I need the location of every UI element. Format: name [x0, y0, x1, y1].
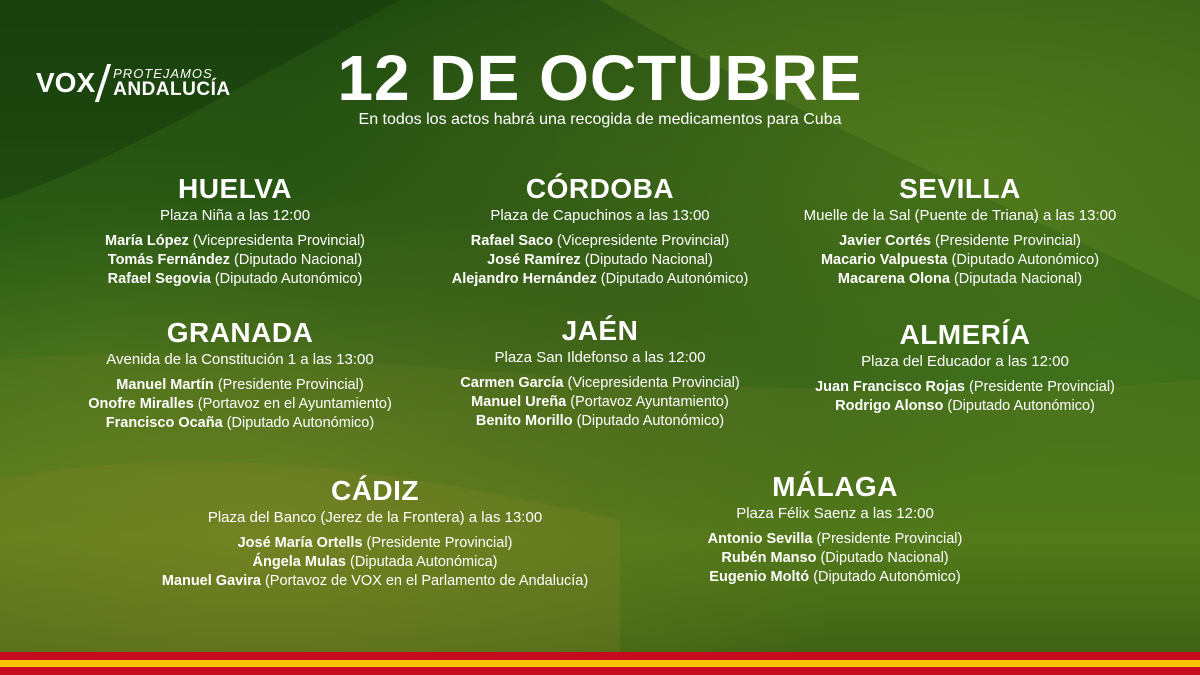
- event-city: GRANADA: [166, 317, 314, 348]
- person-role: (Diputada Autonómica): [350, 554, 498, 570]
- person-role: (Vicepresidenta Provincial): [192, 233, 366, 249]
- person-role: (Diputado Autonómico): [226, 415, 375, 431]
- event-person: [60, 232, 410, 251]
- event-city: SEVILLA: [899, 173, 1021, 204]
- person-role: (Diputado Nacional): [584, 252, 713, 268]
- event-almeria: [780, 318, 1150, 416]
- person-name: Rubén Manso: [721, 550, 817, 566]
- person-name: José Ramírez: [487, 252, 581, 268]
- person-role: (Diputado Autonómico): [576, 413, 725, 429]
- event-person: [100, 553, 650, 572]
- event-person: [410, 232, 790, 251]
- person-name: Carmen García: [460, 375, 564, 391]
- person-role: (Vicepresidenta Provincial): [567, 375, 740, 391]
- event-city: ALMERÍA: [899, 319, 1031, 350]
- event-city: MÁLAGA: [772, 471, 898, 502]
- person-role: (Diputado Autonómico): [947, 398, 1095, 414]
- page-subtitle: En todos los actos habrá una recogida de medicamentos para Cuba: [358, 111, 842, 128]
- event-person: [420, 374, 780, 393]
- person-name: Manuel Martín: [116, 377, 214, 393]
- person-role: (Diputada Nacional): [953, 271, 1083, 287]
- event-person: [60, 251, 410, 270]
- event-person: [40, 395, 440, 414]
- person-name: Rodrigo Alonso: [835, 398, 944, 414]
- person-role: (Diputado Autonómico): [214, 271, 363, 287]
- person-name: María López: [104, 233, 189, 249]
- event-venue: Plaza Niña a las 12:00: [159, 207, 311, 224]
- event-person: [780, 397, 1150, 416]
- person-name: Benito Morillo: [475, 413, 573, 429]
- event-person: [410, 251, 790, 270]
- event-person: [40, 376, 440, 395]
- logo-slogan: [113, 67, 230, 99]
- person-role: (Diputado Autonómico): [600, 271, 749, 287]
- person-name: Rafael Saco: [470, 233, 553, 249]
- event-city: JAÉN: [561, 315, 639, 346]
- person-name: Francisco Ocaña: [105, 415, 223, 431]
- person-name: Rafael Segovia: [107, 271, 211, 287]
- event-venue: Plaza del Banco (Jerez de la Frontera) a las 13:00: [207, 509, 543, 526]
- person-name: José María Ortells: [237, 535, 363, 551]
- event-person: [660, 568, 1010, 587]
- person-role: (Diputado Nacional): [234, 252, 363, 268]
- person-role: (Diputado Nacional): [820, 550, 949, 566]
- event-venue: Plaza de Capuchinos a las 13:00: [490, 207, 710, 224]
- logo-brand: VOX: [36, 67, 96, 98]
- person-role: (Presidente Provincial): [366, 535, 513, 551]
- person-name: Ángela Mulas: [252, 554, 346, 570]
- person-name: Macarena Olona: [837, 271, 950, 287]
- event-city: HUELVA: [178, 173, 292, 204]
- person-role: (Presidente Provincial): [935, 233, 1081, 249]
- event-city: CÓRDOBA: [525, 173, 675, 204]
- event-person: [60, 270, 410, 289]
- logo-slogan-line1: PROTEJAMOS: [113, 66, 213, 81]
- event-person: [770, 270, 1150, 289]
- flag-stripe-yellow: [0, 660, 1200, 667]
- person-name: Macario Valpuesta: [820, 252, 948, 268]
- event-venue: Muelle de la Sal (Puente de Triana) a las 13:00: [803, 207, 1117, 224]
- event-city: CÁDIZ: [330, 475, 420, 506]
- logo-slash: [95, 64, 111, 102]
- event-person: [100, 534, 650, 553]
- person-name: Manuel Ureña: [471, 394, 567, 410]
- event-person: [420, 412, 780, 431]
- event-person: [770, 251, 1150, 270]
- event-person: [40, 414, 440, 433]
- person-name: Juan Francisco Rojas: [815, 379, 965, 395]
- person-role: (Presidente Provincial): [969, 379, 1115, 395]
- event-cordoba: [410, 172, 790, 289]
- event-person: [420, 393, 780, 412]
- person-role: (Portavoz Ayuntamiento): [570, 394, 729, 410]
- event-person: [410, 270, 790, 289]
- event-venue: Avenida de la Constitución 1 a las 13:00: [106, 351, 374, 368]
- event-person: [660, 549, 1010, 568]
- person-name: Manuel Gavira: [161, 573, 261, 589]
- person-role: (Presidente Provincial): [816, 531, 963, 547]
- event-sevilla: [770, 172, 1150, 289]
- person-name: Onofre Miralles: [88, 396, 194, 412]
- person-role: (Presidente Provincial): [217, 377, 364, 393]
- person-role: (Vicepresidente Provincial): [557, 233, 730, 249]
- event-person: [780, 378, 1150, 397]
- event-person: [770, 232, 1150, 251]
- person-name: Tomás Fernández: [107, 252, 230, 268]
- event-venue: Plaza San Ildefonso a las 12:00: [494, 349, 706, 366]
- person-name: Antonio Sevilla: [707, 531, 813, 547]
- person-name: Alejandro Hernández: [451, 271, 597, 287]
- page-title: 12 DE OCTUBRE: [337, 42, 863, 114]
- event-person: [100, 572, 650, 591]
- person-role: (Portavoz en el Ayuntamiento): [197, 396, 392, 412]
- flag-stripe-red-top: [0, 652, 1200, 660]
- event-huelva: [60, 172, 410, 289]
- flag-stripe-red-bottom: [0, 667, 1200, 675]
- person-role: (Portavoz de VOX en el Parlamento de Andalucía): [264, 573, 589, 589]
- person-role: (Diputado Autonómico): [951, 252, 1100, 268]
- person-role: (Diputado Autonómico): [813, 569, 961, 585]
- event-malaga: [660, 470, 1010, 587]
- person-name: Javier Cortés: [839, 233, 931, 249]
- vox-logo: [36, 63, 231, 103]
- event-person: [660, 530, 1010, 549]
- event-venue: Plaza Félix Saenz a las 12:00: [736, 505, 934, 522]
- event-venue: Plaza del Educador a las 12:00: [861, 353, 1069, 370]
- event-granada: [40, 316, 440, 433]
- event-jaen: [420, 314, 780, 431]
- logo-slogan-line2: ANDALUCÍA: [113, 79, 231, 100]
- event-cadiz: [100, 474, 650, 591]
- person-name: Eugenio Moltó: [709, 569, 810, 585]
